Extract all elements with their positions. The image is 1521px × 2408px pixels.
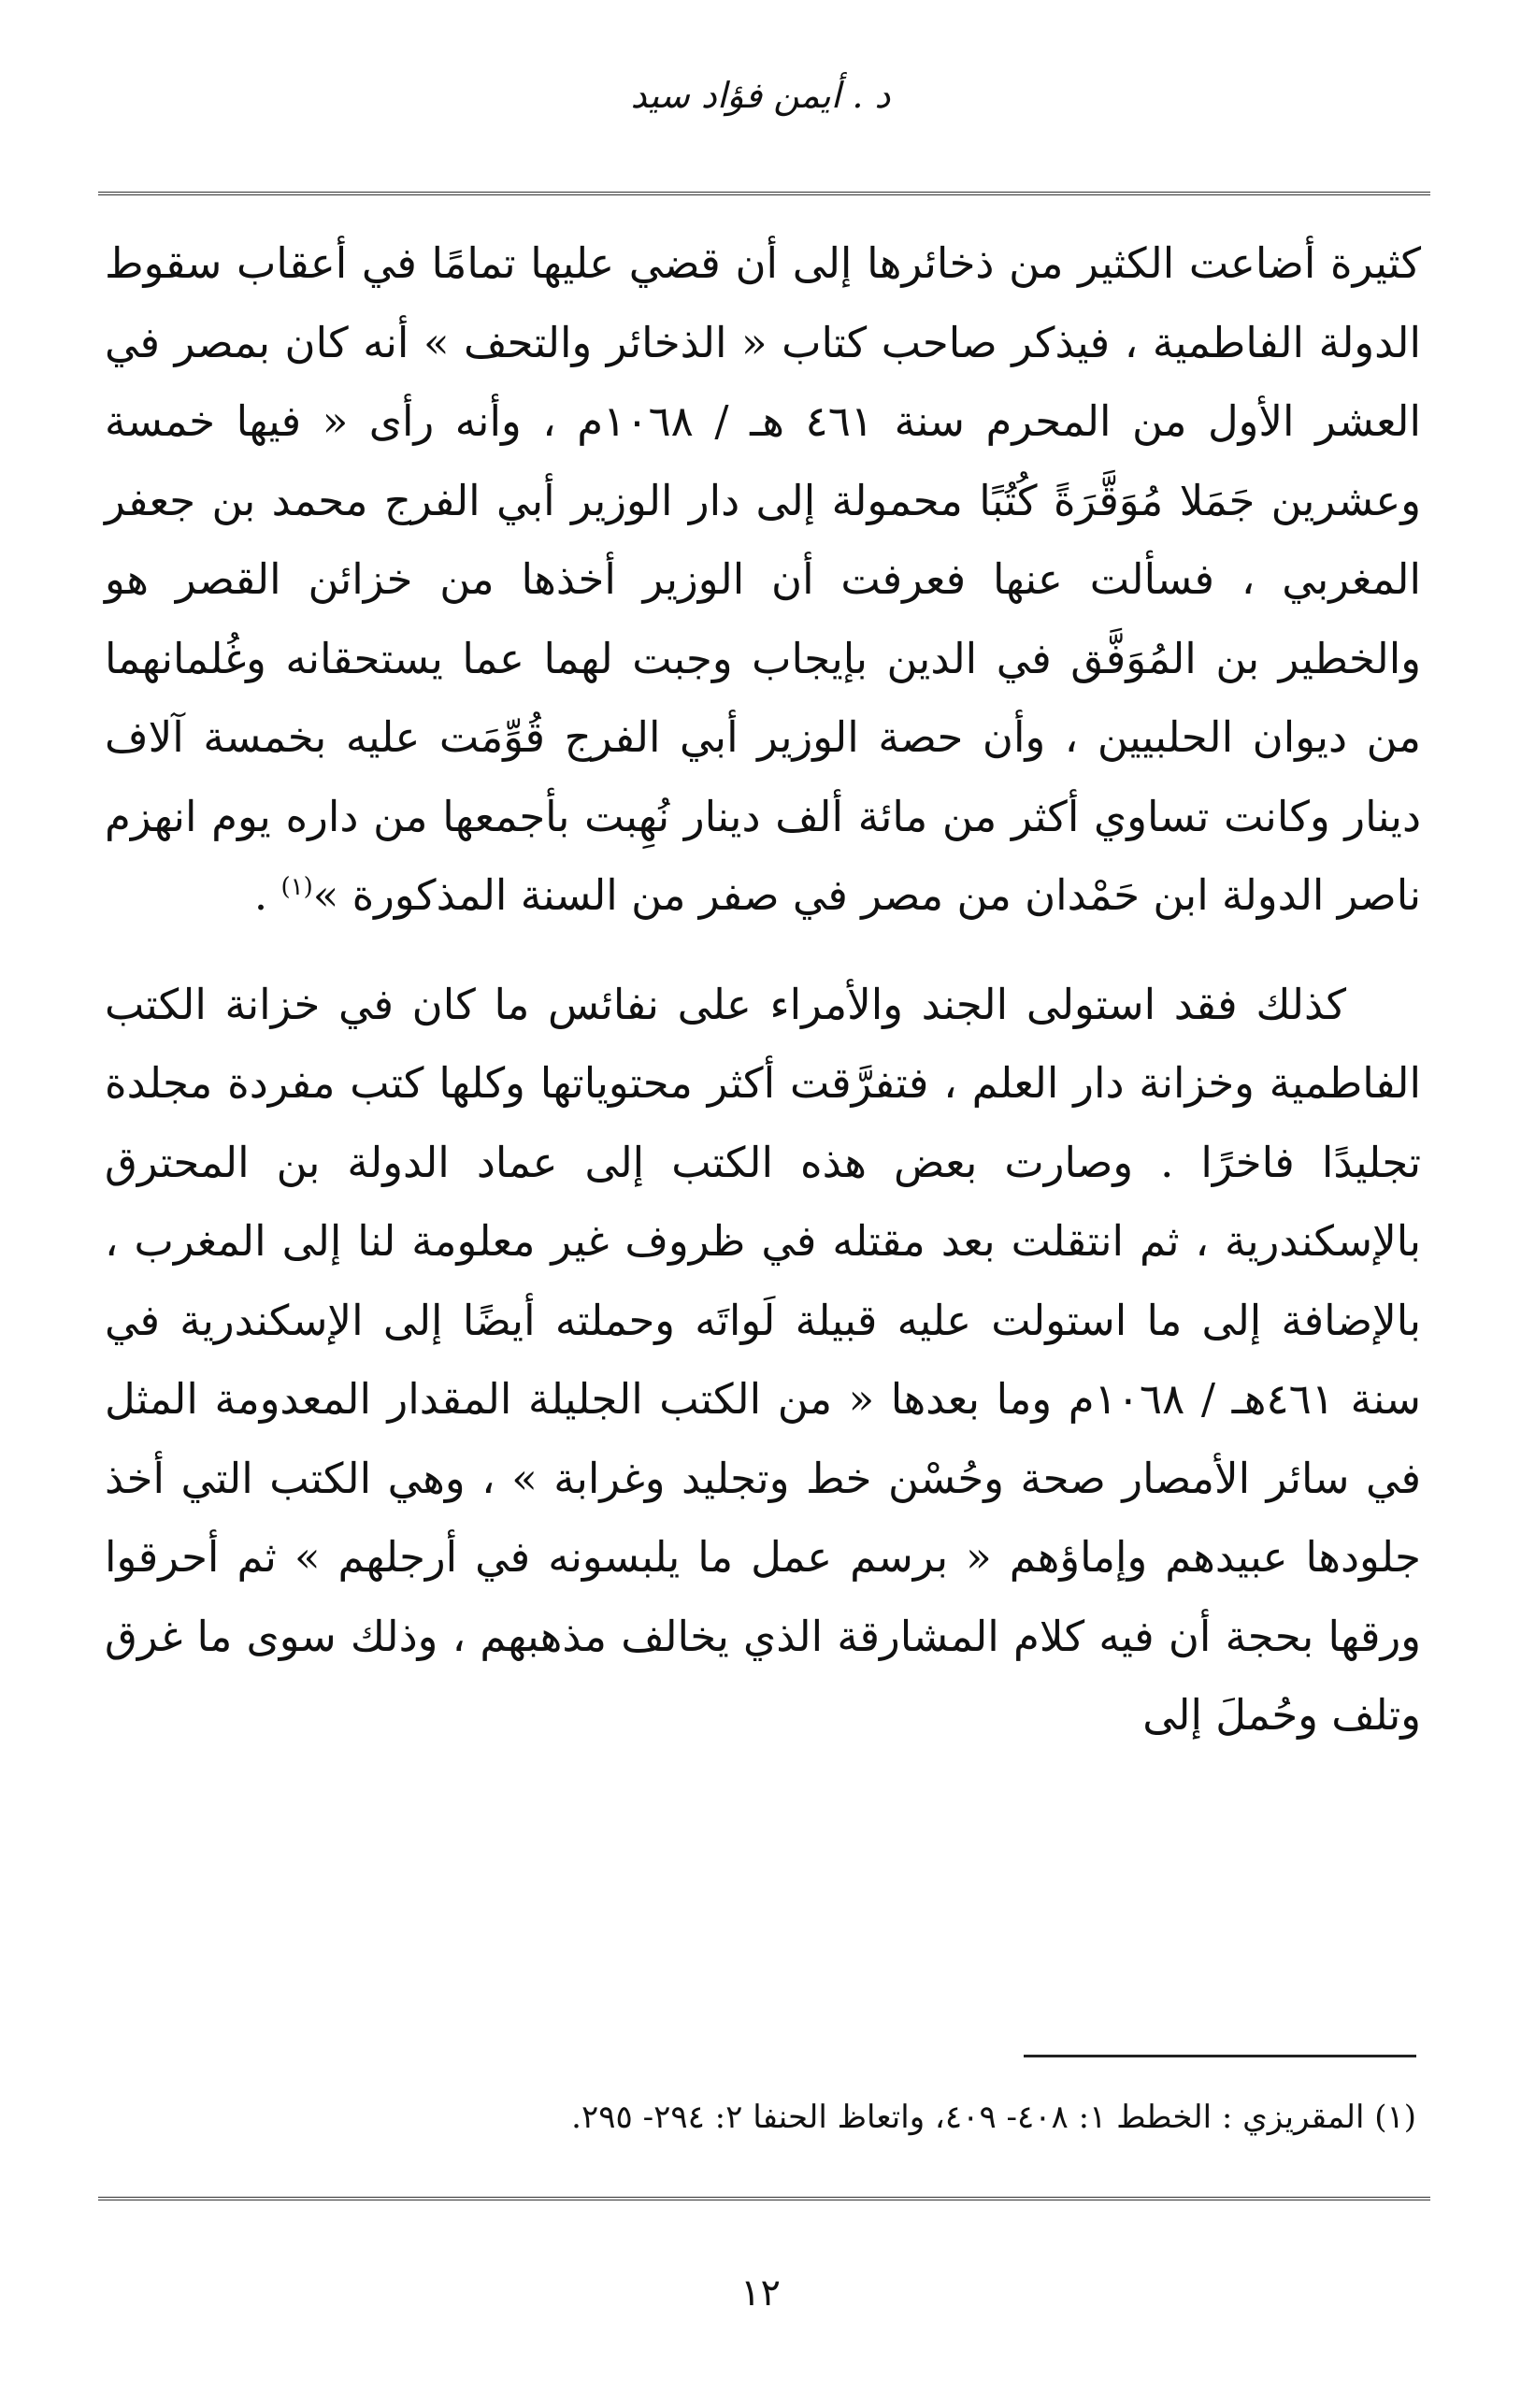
footnote-rule — [1024, 2055, 1416, 2057]
running-head: د . أيمن فؤاد سيد — [630, 75, 891, 116]
footnote: (١) المقريزي : الخطط ١: ٤٠٨- ٤٠٩، واتعاظ الحنفا ٢: ٢٩٤- ٢٩٥. — [571, 2099, 1416, 2136]
page-number: ١٢ — [740, 2272, 781, 2315]
footnote-reference: (١) — [280, 873, 313, 901]
body-text — [105, 224, 1421, 1756]
footer-rule — [98, 2197, 1430, 2200]
paragraph-2: كذلك فقد استولى الجند والأمراء على نفائس ما كان في خزانة الكتب الفاطمية وخزانة دار العلم ، فتفرَّقت أكثر محتوياتها وكلها كتب مفردة مجلدة تجليدًا فاخرًا . وصارت بعض هذه الكتب إلى عماد الدولة بن المحترق بالإسكندرية ، ثم انتقلت بعد مقتله في ظروف غير معلومة لنا إلى المغرب ، بالإضافة إلى ما استولت عليه قبيلة لَواتَه وحملته أيضًا إلى الإسكندرية في سنة ٤٦١هـ / ١٠٦٨م وما بعدها « من الكتب الجليلة المقدار المعدومة المثل في سائر الأمصار صحة وحُسْن خط وتجليد وغرابة » ، وهي الكتب التي أخذ جلودها عبيدهم وإماؤهم « برسم عمل ما يلبسونه في أرجلهم » ثم أحرقوا ورقها بحجة أن فيه كلام المشارقة الذي يخالف مذهبهم ، وذلك سوى ما غرق وتلف وحُملَ إلى — [105, 979, 1421, 1740]
paragraph-1-end: . — [253, 870, 281, 920]
paragraph-1-text: كثيرة أضاعت الكثير من ذخائرها إلى أن قضي عليها تمامًا في أعقاب سقوط الدولة الفاطمية ، فيذكر صاحب كتاب « الذخائر والتحف » أنه كان بمصر في العشر الأول من المحرم سنة ٤٦١ هـ / ١٠٦٨م ، وأنه رأى « فيها خمسة وعشرين جَمَلا مُوَقَّرَةً كُتُبًا محمولة إلى دار الوزير أبي الفرج محمد بن جعفر المغربي ، فسألت عنها فعرفت أن الوزير أخذها من خزائن القصر هو والخطير بن المُوَفَّق في الدين بإيجاب وجبت لهما عما يستحقانه وغُلمانهما من ديوان الحلبيين ، وأن حصة الوزير أبي الفرج قُوِّمَت عليه بخمسة آلاف دينار وكانت تساوي أكثر من مائة ألف دينار نُهِبت بأجمعها من داره يوم انهزم ناصر الدولة ابن حَمْدان من مصر في صفر من السنة المذكورة » — [105, 238, 1421, 920]
paragraph-1 — [105, 224, 1421, 936]
header-rule — [98, 192, 1430, 195]
